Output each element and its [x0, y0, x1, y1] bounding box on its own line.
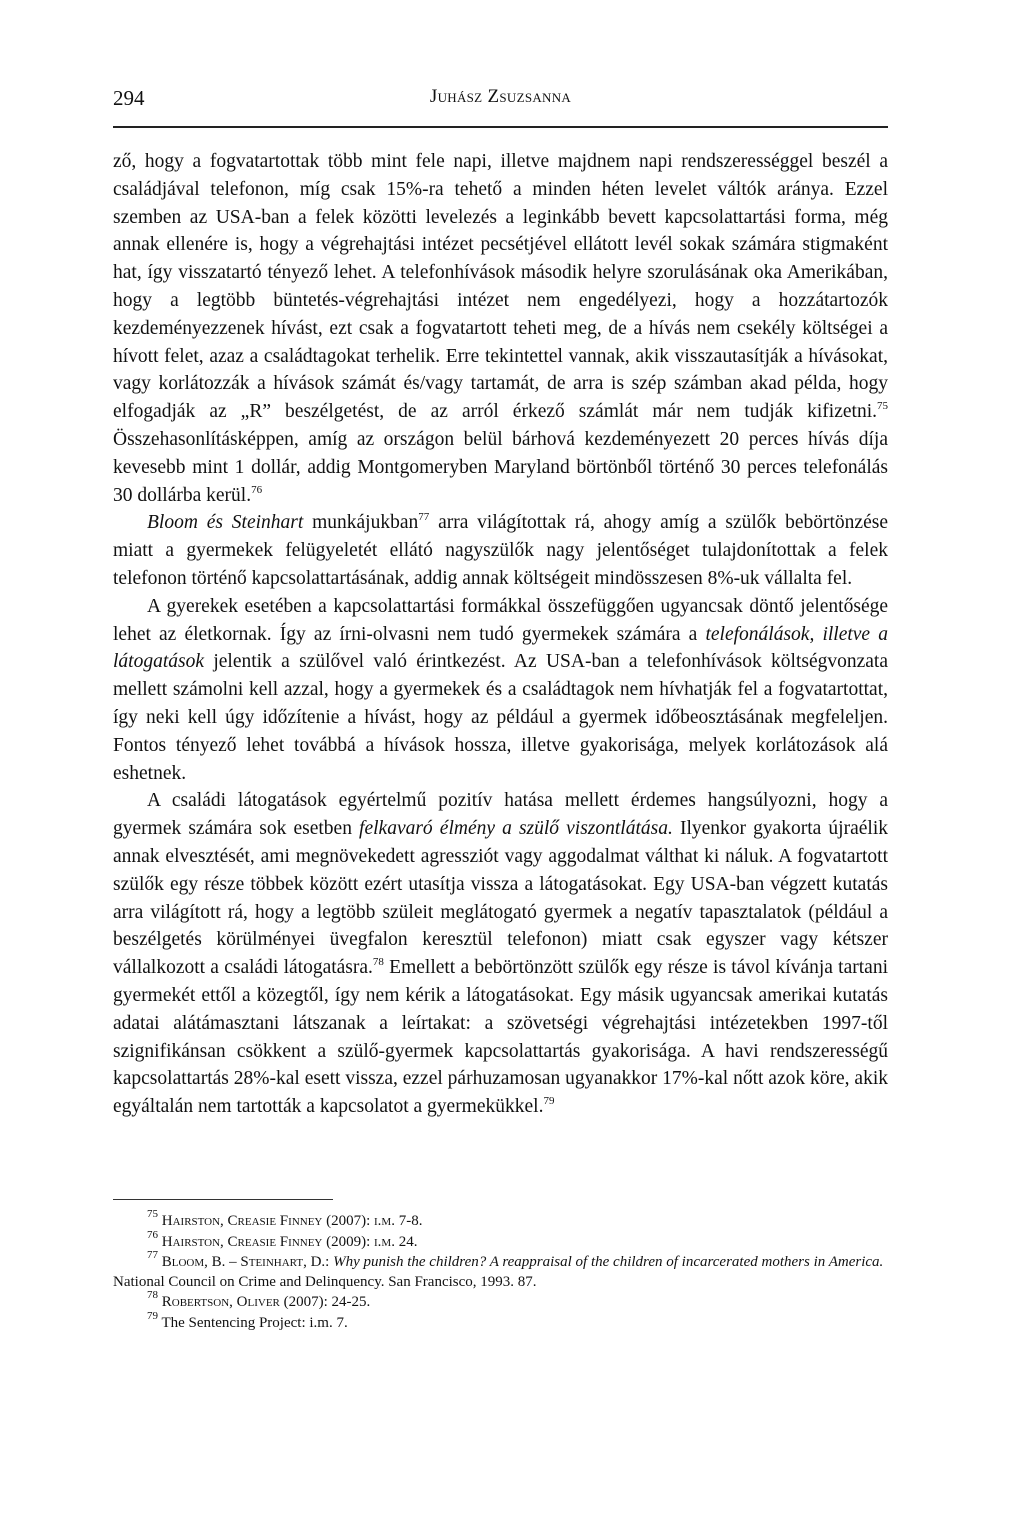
footnote-rule [113, 1199, 333, 1200]
footnote-ref-79[interactable]: 79 [543, 1095, 555, 1108]
cited-authors: Bloom és Steinhart [147, 512, 304, 534]
footnote-ref-77[interactable]: 77 [418, 511, 430, 524]
footnote-77: $^{77}$ Bloom, B. – Steinhart, D.: Why punish the children? A reappraisal of the children of incarcerated mothers in America. National Council on Crime and Delinquency. San Francisco, 1993. 87. [113, 1249, 884, 1290]
header-rule [113, 126, 888, 128]
emphasis-phrase: felkavaró élmény a szülő viszontlátása. [359, 818, 673, 840]
paragraph-1: ző, hogy a fogvatartottak több mint fele napi, illetve majdnem napi rendszerességgel beszél a családjával telefonon, míg csak 15%-ra tehető a minden héten levelet váltók aránya. Ezzel szemben az USA-ban a felek közötti levelezés a leginkább bevett kapcsolattartási forma, még annak ellenére is, hogy a végrehajtási intézet pecsétjével ellátott levél sokak számára stigmaként hat, így visszatartó tényező lehet. A telefonhívások második helyre szorulásának oka Amerikában, hogy a legtöbb büntetés-végrehajtási intézet nem engedélyezi, hogy a hozzátartozók kezdeményezzenek hívást, ezt csak a fogvatartott teheti meg, de a hívás nem csekély költségei a hívott felet, azaz a családtagokat terhelik. Erre tekintettel vannak, akik visszautasítják a hívásokat, vagy korlátozzák a hívások számát és/vagy tartamát, de arra is szép számban akad példa, hogy elfogadják az „R” beszélgetést, de az arról érkező számlát már nem tudják kifizetni.$^{75}$ Összehasonlításképpen, amíg az országon belül bárhová kezdeményezett 20 perces hívás díja kevesebb mint 1 dollár, addig Montgomeryben Maryland börtönből történő 30 perces telefonálás 30 dollárba kerül.$^{76}$ [113, 151, 888, 506]
footnote-ref-78[interactable]: 78 [372, 956, 384, 969]
page-number: 294 [113, 86, 145, 110]
paragraph-3: A gyerekek esetében a kapcsolattartási formákkal összefüggően ugyancsak döntő jelentősége lehet az életkornak. Így az írni-olvasni nem tudó gyermekek számára a telefonálások, illetve a látogatások jelentik a szülővel való érintkezést. Az USA-ban a telefonhívások költségvonzata mellett számolni kell azzal, hogy a gyermekek és a családtagok nem hívhatják fel a fogvatartottat, így neki kell úgy időzítenie a hívást, hogy az például a gyermek időbeosztásának megfeleljen. Fontos tényező lehet továbbá a hívások hossza, illetve gyakorisága, melyek korlátozások alá eshetnek. [113, 595, 888, 784]
page-header [113, 86, 888, 114]
paragraph-4: A családi látogatások egyértelmű pozitív hatása mellett érdemes hangsúlyozni, hogy a gyermek számára sok esetben felkavaró élmény a szülő viszontlátása. Ilyenkor gyakorta újraélik annak elvesztését, ami megnövekedett agresszіót vagy aggodalmat válthat ki náluk. A fogvatartott szülők egy része többek között ezért utasítja vissza a látogatásokat. Egy USA-ban végzett kutatás arra világított rá, hogy a legtöbb szüleit meglátogató gyermek a negatív tapasztalatok (például a beszélgetés körülményei üvegfalon keresztül telefonon) miatt csak egyszer vagy kétszer vállalkozott a családi látogatásra.$^{78}$ Emellett a bebörtönzött szülők egy része is távol kívánja tartani gyermekét ettől a közegtől, így nem kérik a látogatásokat. Egy másik ugyancsak amerikai kutatás adatai alátámasztani látszanak a leírtakat: a szövetségi végrehajtási intézetekben 1997-től szignifikánsan csökkent a szülő-gyermek kapcsolattartás gyakorisága. A havi rendszerességű kapcsolattartás 28%-kal esett vissza, ezzel párhuzamosan ugyanakkor 17%-kal nőtt azok köre, akik egyáltalán nem tartották a kapcsolatot a gyermekükkel.$^{79}$ [113, 790, 888, 1118]
paragraph-2: Bloom és Steinhart munkájukban$^{77}$ arra világítottak rá, ahogy amíg a szülők bebörtönzése miatt a gyermekek felügyeletét ellátó nagyszülők nagy jelentőséget tulajdonítottak a felek telefonon történő kapcsolattartásának, addig annak költségeit mindösszesen 8%-uk vállalta fel. [113, 511, 888, 589]
footnote-78: $^{78}$ Robertson, Oliver (2007): 24-25. [147, 1289, 371, 1310]
body-text [113, 148, 888, 1121]
footnote-79: $^{79}$ The Sentencing Project: i.m. 7. [147, 1309, 348, 1331]
footnotes [113, 1208, 888, 1334]
emphasis-phrase: telefonálások, illetve a látogatások [113, 623, 888, 673]
running-head-author: Juhász Zsuzsanna [429, 86, 572, 107]
footnote-75: $^{75}$ Hairston, Creasie Finney (2007): i.m. 7-8. [147, 1208, 423, 1229]
footnote-ref-75[interactable]: 75 [877, 400, 888, 413]
footnote-76: $^{76}$ Hairston, Creasie Finney (2009): i.m. 24. [147, 1228, 418, 1250]
footnote-ref-76[interactable]: 76 [251, 483, 263, 496]
